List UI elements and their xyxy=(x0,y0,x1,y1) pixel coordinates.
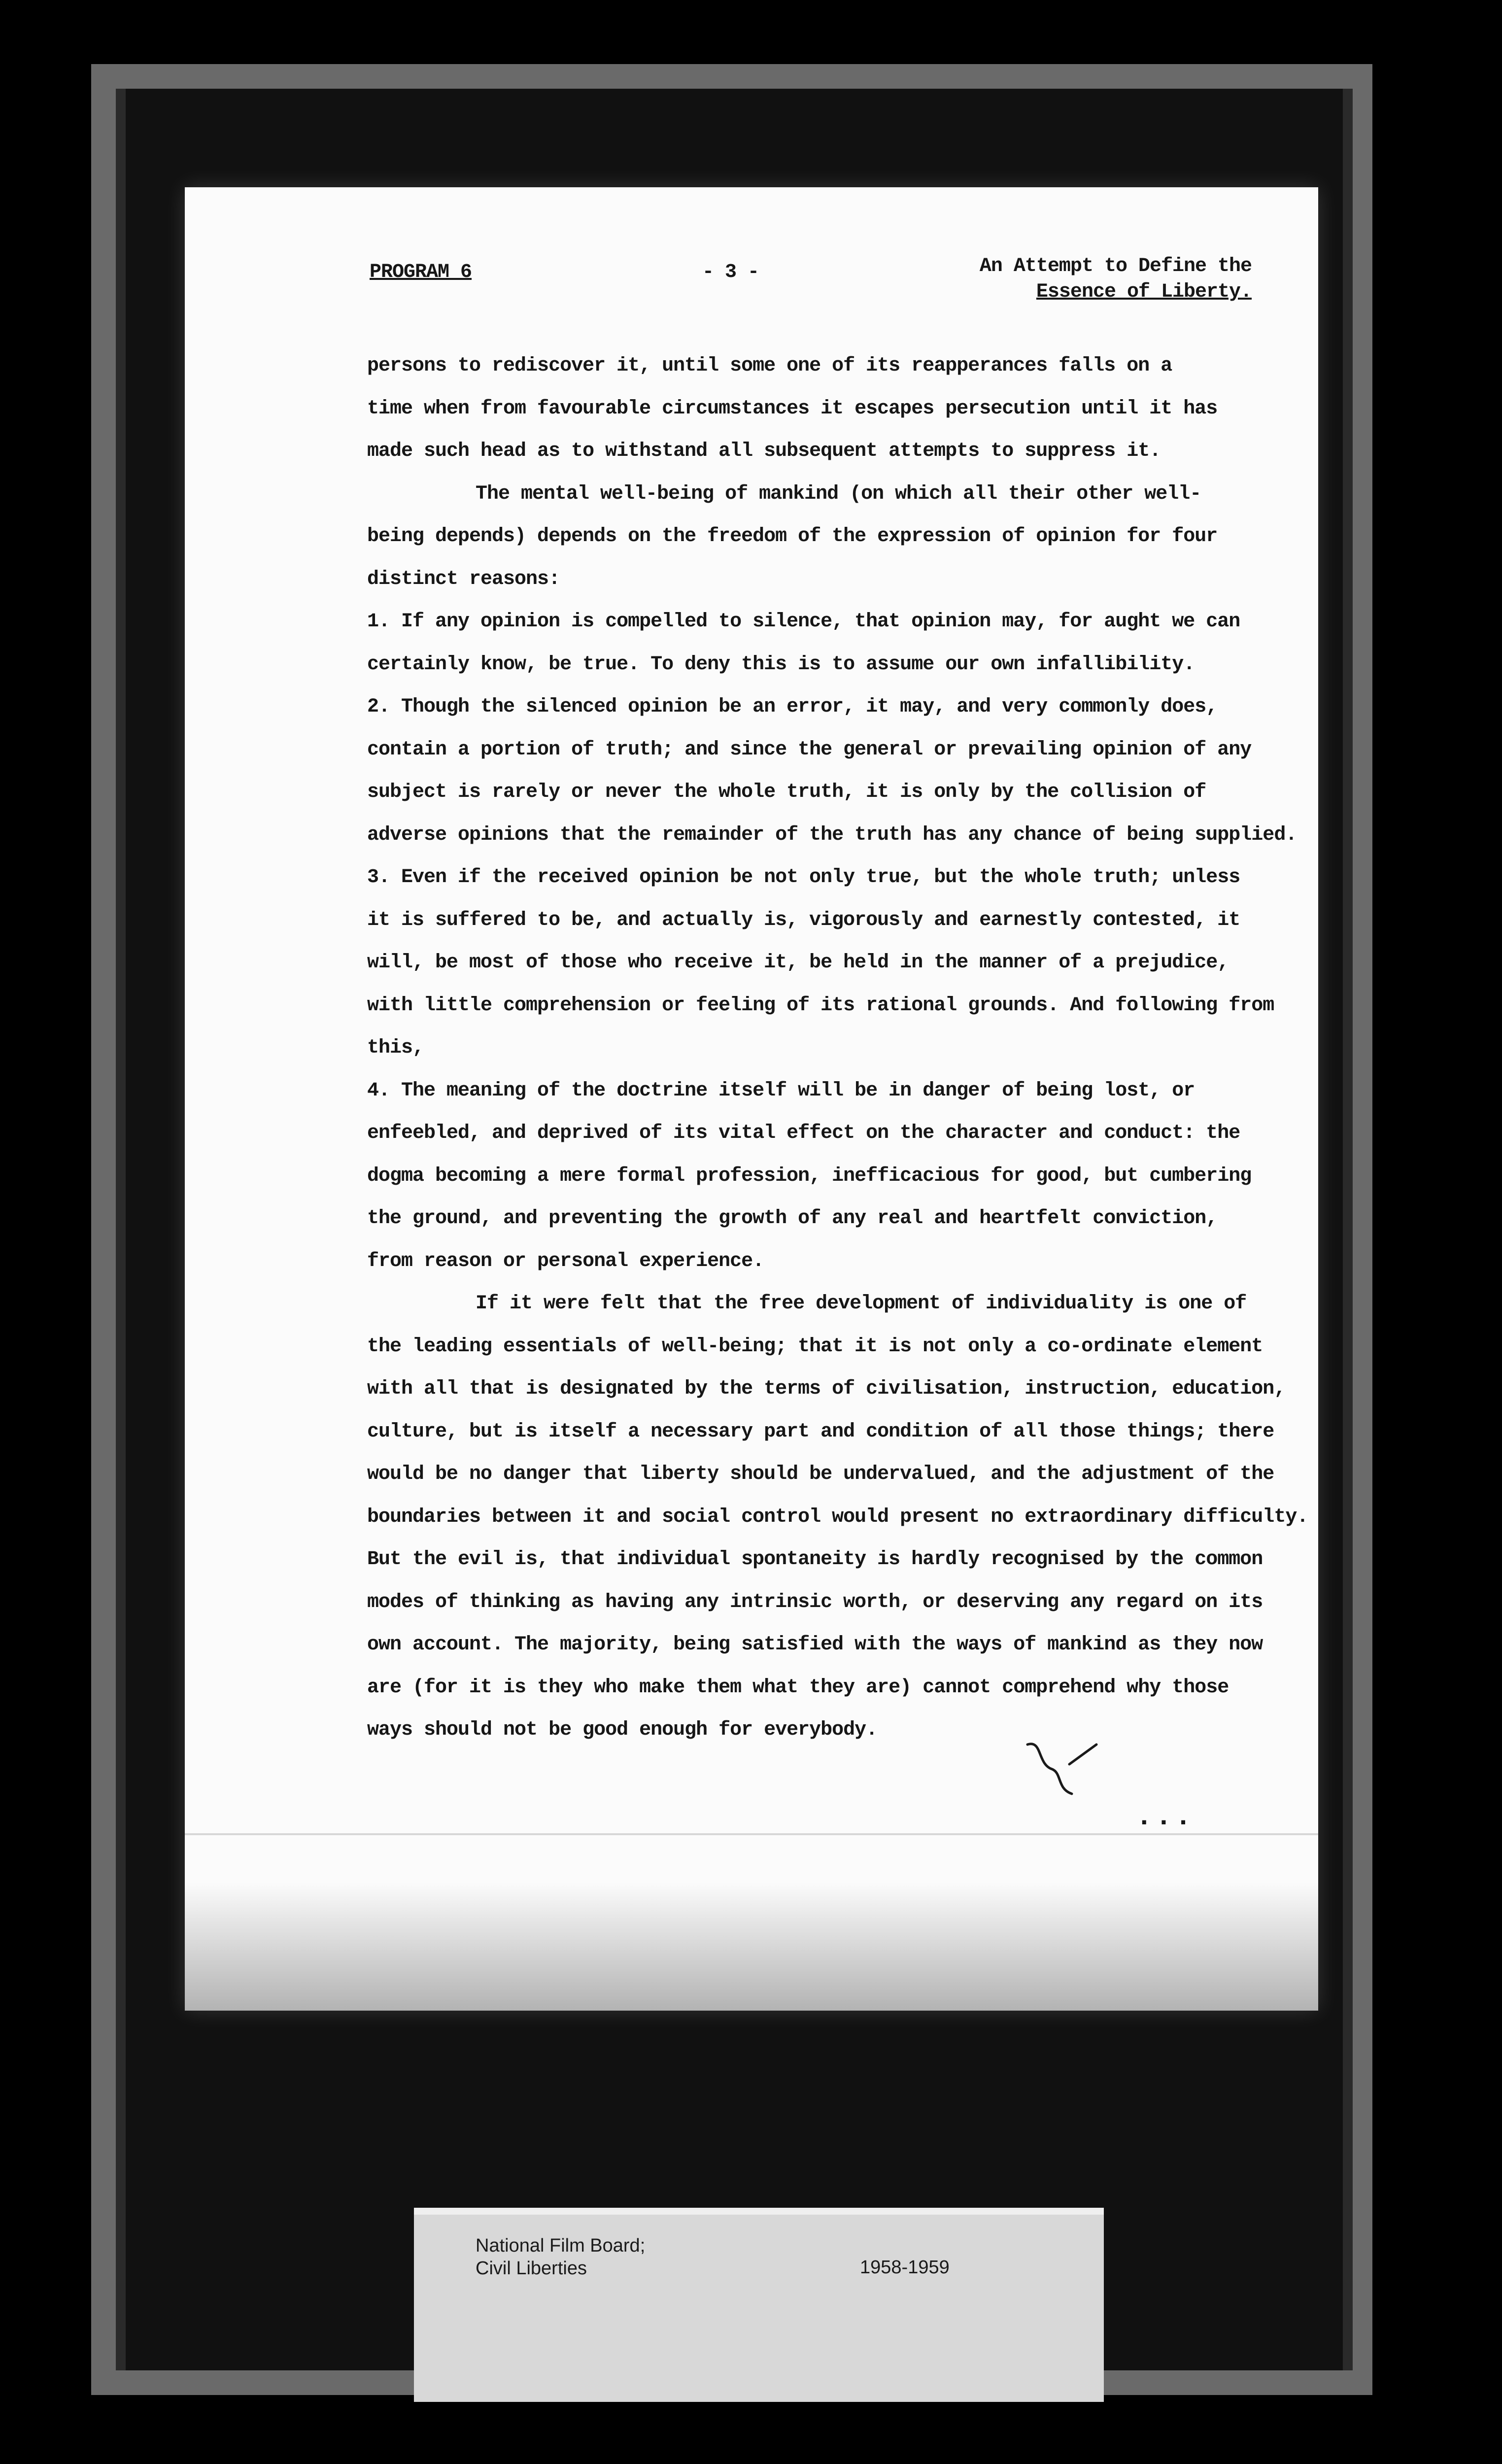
text-line: culture, but is itself a necessary part and condition of all those things; there xyxy=(367,1420,1274,1443)
archival-catalog-card xyxy=(414,2208,1104,2402)
text-line: with little comprehension or feeling of its rational grounds. And following from xyxy=(367,994,1274,1017)
text-line: are (for it is they who make them what they are) cannot comprehend why those xyxy=(367,1676,1229,1699)
text-line: made such head as to withstand all subsequent attempts to suppress it. xyxy=(367,440,1161,462)
continuation-ellipsis: ... xyxy=(1136,1801,1195,1833)
text-line: enfeebled, and deprived of its vital effect on the character and conduct: the xyxy=(367,1122,1240,1144)
text-line: time when from favourable circumstances it escapes persecution until it has xyxy=(367,397,1218,420)
text-line: 1. If any opinion is compelled to silence, that opinion may, for aught we can xyxy=(367,611,1240,633)
page-number: - 3 - xyxy=(702,261,759,283)
document-title xyxy=(912,254,1252,305)
text-line: it is suffered to be, and actually is, vigorously and earnestly contested, it xyxy=(367,909,1240,931)
card-line-1: National Film Board; xyxy=(476,2235,646,2256)
program-label: PROGRAM 6 xyxy=(370,261,472,283)
text-line: certainly know, be true. To deny this is to assume our own infallibility. xyxy=(367,653,1195,676)
text-line: ways should not be good enough for everybody. xyxy=(367,1719,878,1741)
text-line: distinct reasons: xyxy=(367,568,560,590)
text-line: this, xyxy=(367,1037,424,1059)
card-collection xyxy=(476,2234,645,2280)
text-line: If it were felt that the free development of individuality is one of xyxy=(476,1293,1247,1315)
typed-page xyxy=(185,187,1318,2011)
body-text xyxy=(367,345,1308,1752)
text-line: 3. Even if the received opinion be not only true, but the whole truth; unless xyxy=(367,866,1240,889)
text-line: dogma becoming a mere formal profession, inefficacious for good, but cumbering xyxy=(367,1164,1252,1187)
document-title-line1: An Attempt to Define the xyxy=(979,255,1252,277)
text-line: with all that is designated by the terms of civilisation, instruction, education, xyxy=(367,1378,1286,1400)
text-line: boundaries between it and social control would present no extraordinary difficulty. xyxy=(367,1506,1308,1528)
page-fold-line xyxy=(185,1833,1318,1835)
document-title-line2: Essence of Liberty. xyxy=(1036,281,1252,303)
page-shadow xyxy=(185,1882,1318,2011)
text-line: from reason or personal experience. xyxy=(367,1250,764,1272)
text-line: adverse opinions that the remainder of the truth has any chance of being supplied. xyxy=(367,823,1297,846)
text-line: contain a portion of truth; and since the general or prevailing opinion of any xyxy=(367,738,1252,761)
text-line: will, be most of those who receive it, be held in the manner of a prejudice, xyxy=(367,952,1229,974)
text-line: modes of thinking as having any intrinsic worth, or deserving any regard on its xyxy=(367,1591,1263,1613)
text-line: the ground, and preventing the growth of any real and heartfelt conviction, xyxy=(367,1207,1218,1230)
text-line: subject is rarely or never the whole truth, it is only by the collision of xyxy=(367,781,1206,803)
text-line: being depends) depends on the freedom of the expression of opinion for four xyxy=(367,525,1218,548)
text-line: own account. The majority, being satisfied with the ways of mankind as they now xyxy=(367,1634,1263,1656)
text-line: would be no danger that liberty should be undervalued, and the adjustment of the xyxy=(367,1463,1274,1485)
text-line: The mental well-being of mankind (on which all their other well- xyxy=(476,482,1201,505)
handwritten-mark-icon xyxy=(1023,1735,1101,1806)
text-line: persons to rediscover it, until some one of its reapperances falls on a xyxy=(367,355,1172,377)
text-line: 2. Though the silenced opinion be an error, it may, and very commonly does, xyxy=(367,696,1218,718)
card-tab xyxy=(1104,2244,1119,2353)
text-line: But the evil is, that individual spontaneity is hardly recognised by the common xyxy=(367,1548,1263,1571)
card-years: 1958-1959 xyxy=(860,2257,950,2278)
text-line: 4. The meaning of the doctrine itself will be in danger of being lost, or xyxy=(367,1079,1195,1102)
card-line-2: Civil Liberties xyxy=(476,2258,587,2279)
text-line: the leading essentials of well-being; that it is not only a co-ordinate element xyxy=(367,1335,1263,1358)
